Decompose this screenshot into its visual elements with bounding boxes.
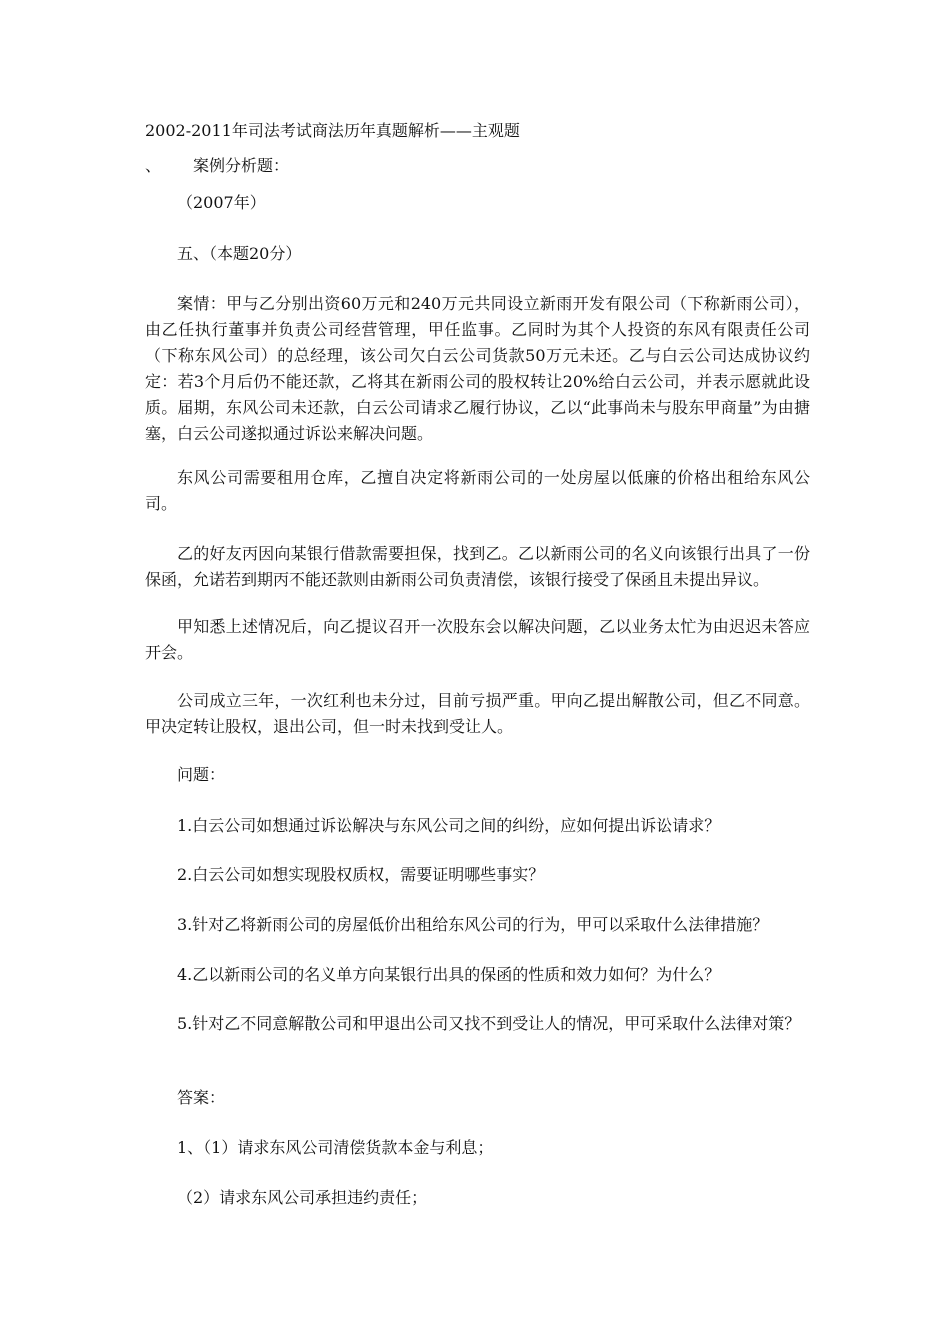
question-item: 4.乙以新雨公司的名义单方向某银行出具的保函的性质和效力如何？为什么？ <box>177 965 721 984</box>
section-heading: 案例分析题： <box>193 156 290 175</box>
answers-label: 答案： <box>177 1088 226 1107</box>
question-item: 5.针对乙不同意解散公司和甲退出公司又找不到受让人的情况，甲可采取什么法律对策？ <box>177 1014 801 1033</box>
section-mark: 、 <box>145 156 162 175</box>
answer-item: 1、（1）请求东风公司清偿货款本金与利息； <box>177 1138 494 1157</box>
case-paragraph: 甲知悉上述情况后，向乙提议召开一次股东会以解决问题，乙以业务太忙为由迟迟未答应开会。 <box>145 617 810 662</box>
question-item: 1.白云公司如想通过诉讼解决与东风公司之间的纠纷，应如何提出诉讼请求？ <box>177 816 721 835</box>
question-item: 2.白云公司如想实现股权质权，需要证明哪些事实？ <box>177 865 545 884</box>
case-paragraph: 案情：甲与乙分别出资60万元和240万元共同设立新雨开发有限公司（下称新雨公司），由乙任执行董事并负责公司经营管理，甲任监事。乙同时为其个人投资的东风有限责任公司（下称东风公司）的总经理，该公司欠白云公司货款50万元未还。乙与白云公司达成协议约定：若3个月后仍不能还款，乙将其在新雨公司的股权转让20%给白云公司，并表示愿就此设质。届期，东风公司未还款，白云公司请求乙履行协议，乙以“此事尚未与股东甲商量”为由搪塞，白云公司遂拟通过诉讼来解决问题。 <box>145 294 810 443</box>
question-item: 3.针对乙将新雨公司的房屋低价出租给东风公司的行为，甲可以采取什么法律措施？ <box>177 915 769 934</box>
year-label: （2007年） <box>177 193 266 212</box>
question-number: 五、（本题20分） <box>177 244 302 263</box>
case-paragraph: 乙的好友丙因向某银行借款需要担保，找到乙。乙以新雨公司的名义向该银行出具了一份保函，允诺若到期丙不能还款则由新雨公司负责清偿，该银行接受了保函且未提出异议。 <box>145 544 810 589</box>
case-paragraph: 东风公司需要租用仓库，乙擅自决定将新雨公司的一处房屋以低廉的价格出租给东风公司。 <box>145 468 810 513</box>
answer-item: （2）请求东风公司承担违约责任； <box>177 1188 428 1207</box>
case-paragraph: 公司成立三年，一次红利也未分过，目前亏损严重。甲向乙提出解散公司，但乙不同意。甲决定转让股权，退出公司，但一时未找到受让人。 <box>145 691 810 736</box>
questions-label: 问题： <box>177 765 226 784</box>
document-title: 2002-2011年司法考试商法历年真题解析——主观题 <box>145 121 520 140</box>
